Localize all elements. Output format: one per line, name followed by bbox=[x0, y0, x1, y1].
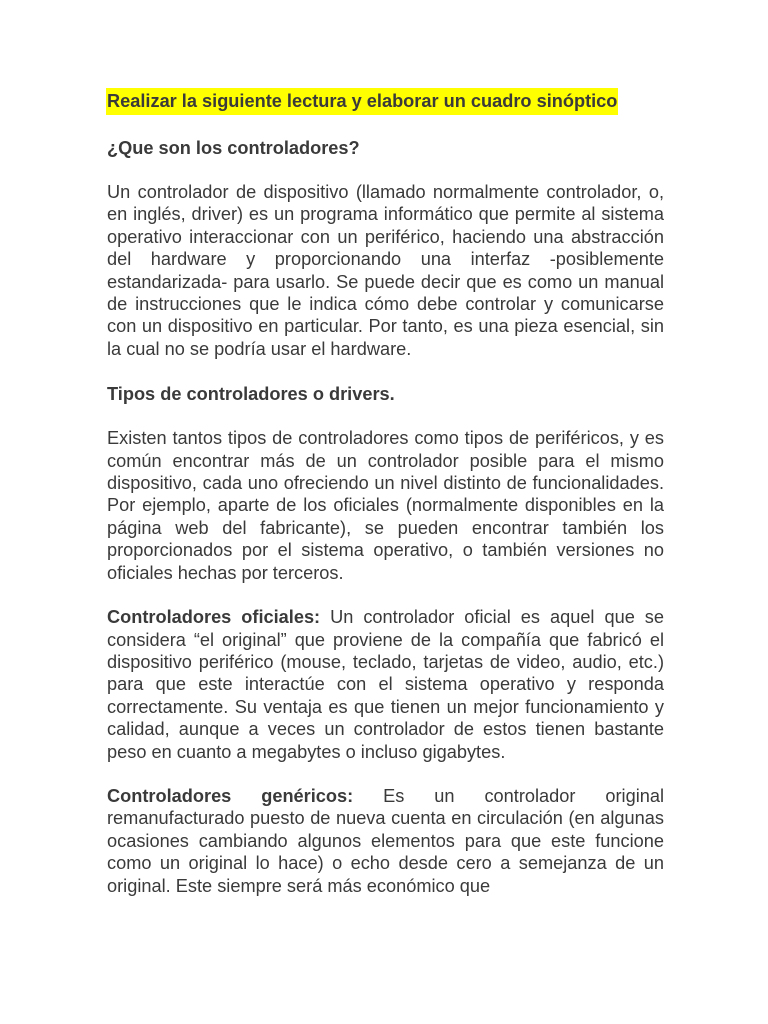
paragraph-official-drivers bbox=[107, 606, 664, 763]
generic-drivers-text: Es un controlador original remanufacturado puesto de nueva cuenta en circulación (en algunas ocasiones cambiando algunos elementos para que este funcione como un original lo hace) o echo desde cero a semejanza de un original. Este siempre será más económico que bbox=[107, 785, 664, 896]
types-title: Tipos de controladores o drivers. bbox=[107, 384, 395, 405]
question-title: ¿Que son los controladores? bbox=[107, 138, 360, 158]
paragraph-generic-drivers bbox=[107, 785, 664, 897]
instruction-heading: Realizar la siguiente lectura y elaborar un cuadro sinóptico bbox=[106, 88, 618, 115]
paragraph-types: Existen tantos tipos de controladores como tipos de periféricos, y es común encontrar más de un controlador posible para el mismo dispositivo, cada uno ofreciendo un nivel distinto de funcionalidades. Por ejemplo, aparte de los oficiales (normalmente disponibles en la página web del fabricante), se pueden encontrar también los proporcionados por el sistema operativo, o también versiones no oficiales hechas por terceros. bbox=[107, 428, 664, 583]
generic-drivers-label: Controladores genéricos: bbox=[107, 785, 354, 806]
official-drivers-label: Controladores oficiales: bbox=[107, 607, 321, 628]
official-drivers-text: Un controlador oficial es aquel que se considera “el original” que proviene de la compañía que fabricó el dispositivo periférico (mouse, teclado, tarjetas de video, audio, etc.) para que este interactúe con el sistema operativo y responda correctamente. Su ventaja es que tienen un mejor funcionamiento y calidad, aunque a veces un controlador de estos tienen bastante peso en cuanto a megabytes o incluso gigabytes. bbox=[107, 607, 664, 762]
paragraph-definition: Un controlador de dispositivo (llamado normalmente controlador, o, en inglés, driver) es un programa informático que permite al sistema operativo interaccionar con un periférico, haciendo una abstracción del hardware y proporcionando una interfaz -posiblemente estandarizada- para usarlo. Se puede decir que es como un manual de instrucciones que le indica cómo debe controlar y comunicarse con un dispositivo en particular. Por tanto, es una pieza esencial, sin la cual no se podría usar el hardware. bbox=[107, 182, 664, 359]
